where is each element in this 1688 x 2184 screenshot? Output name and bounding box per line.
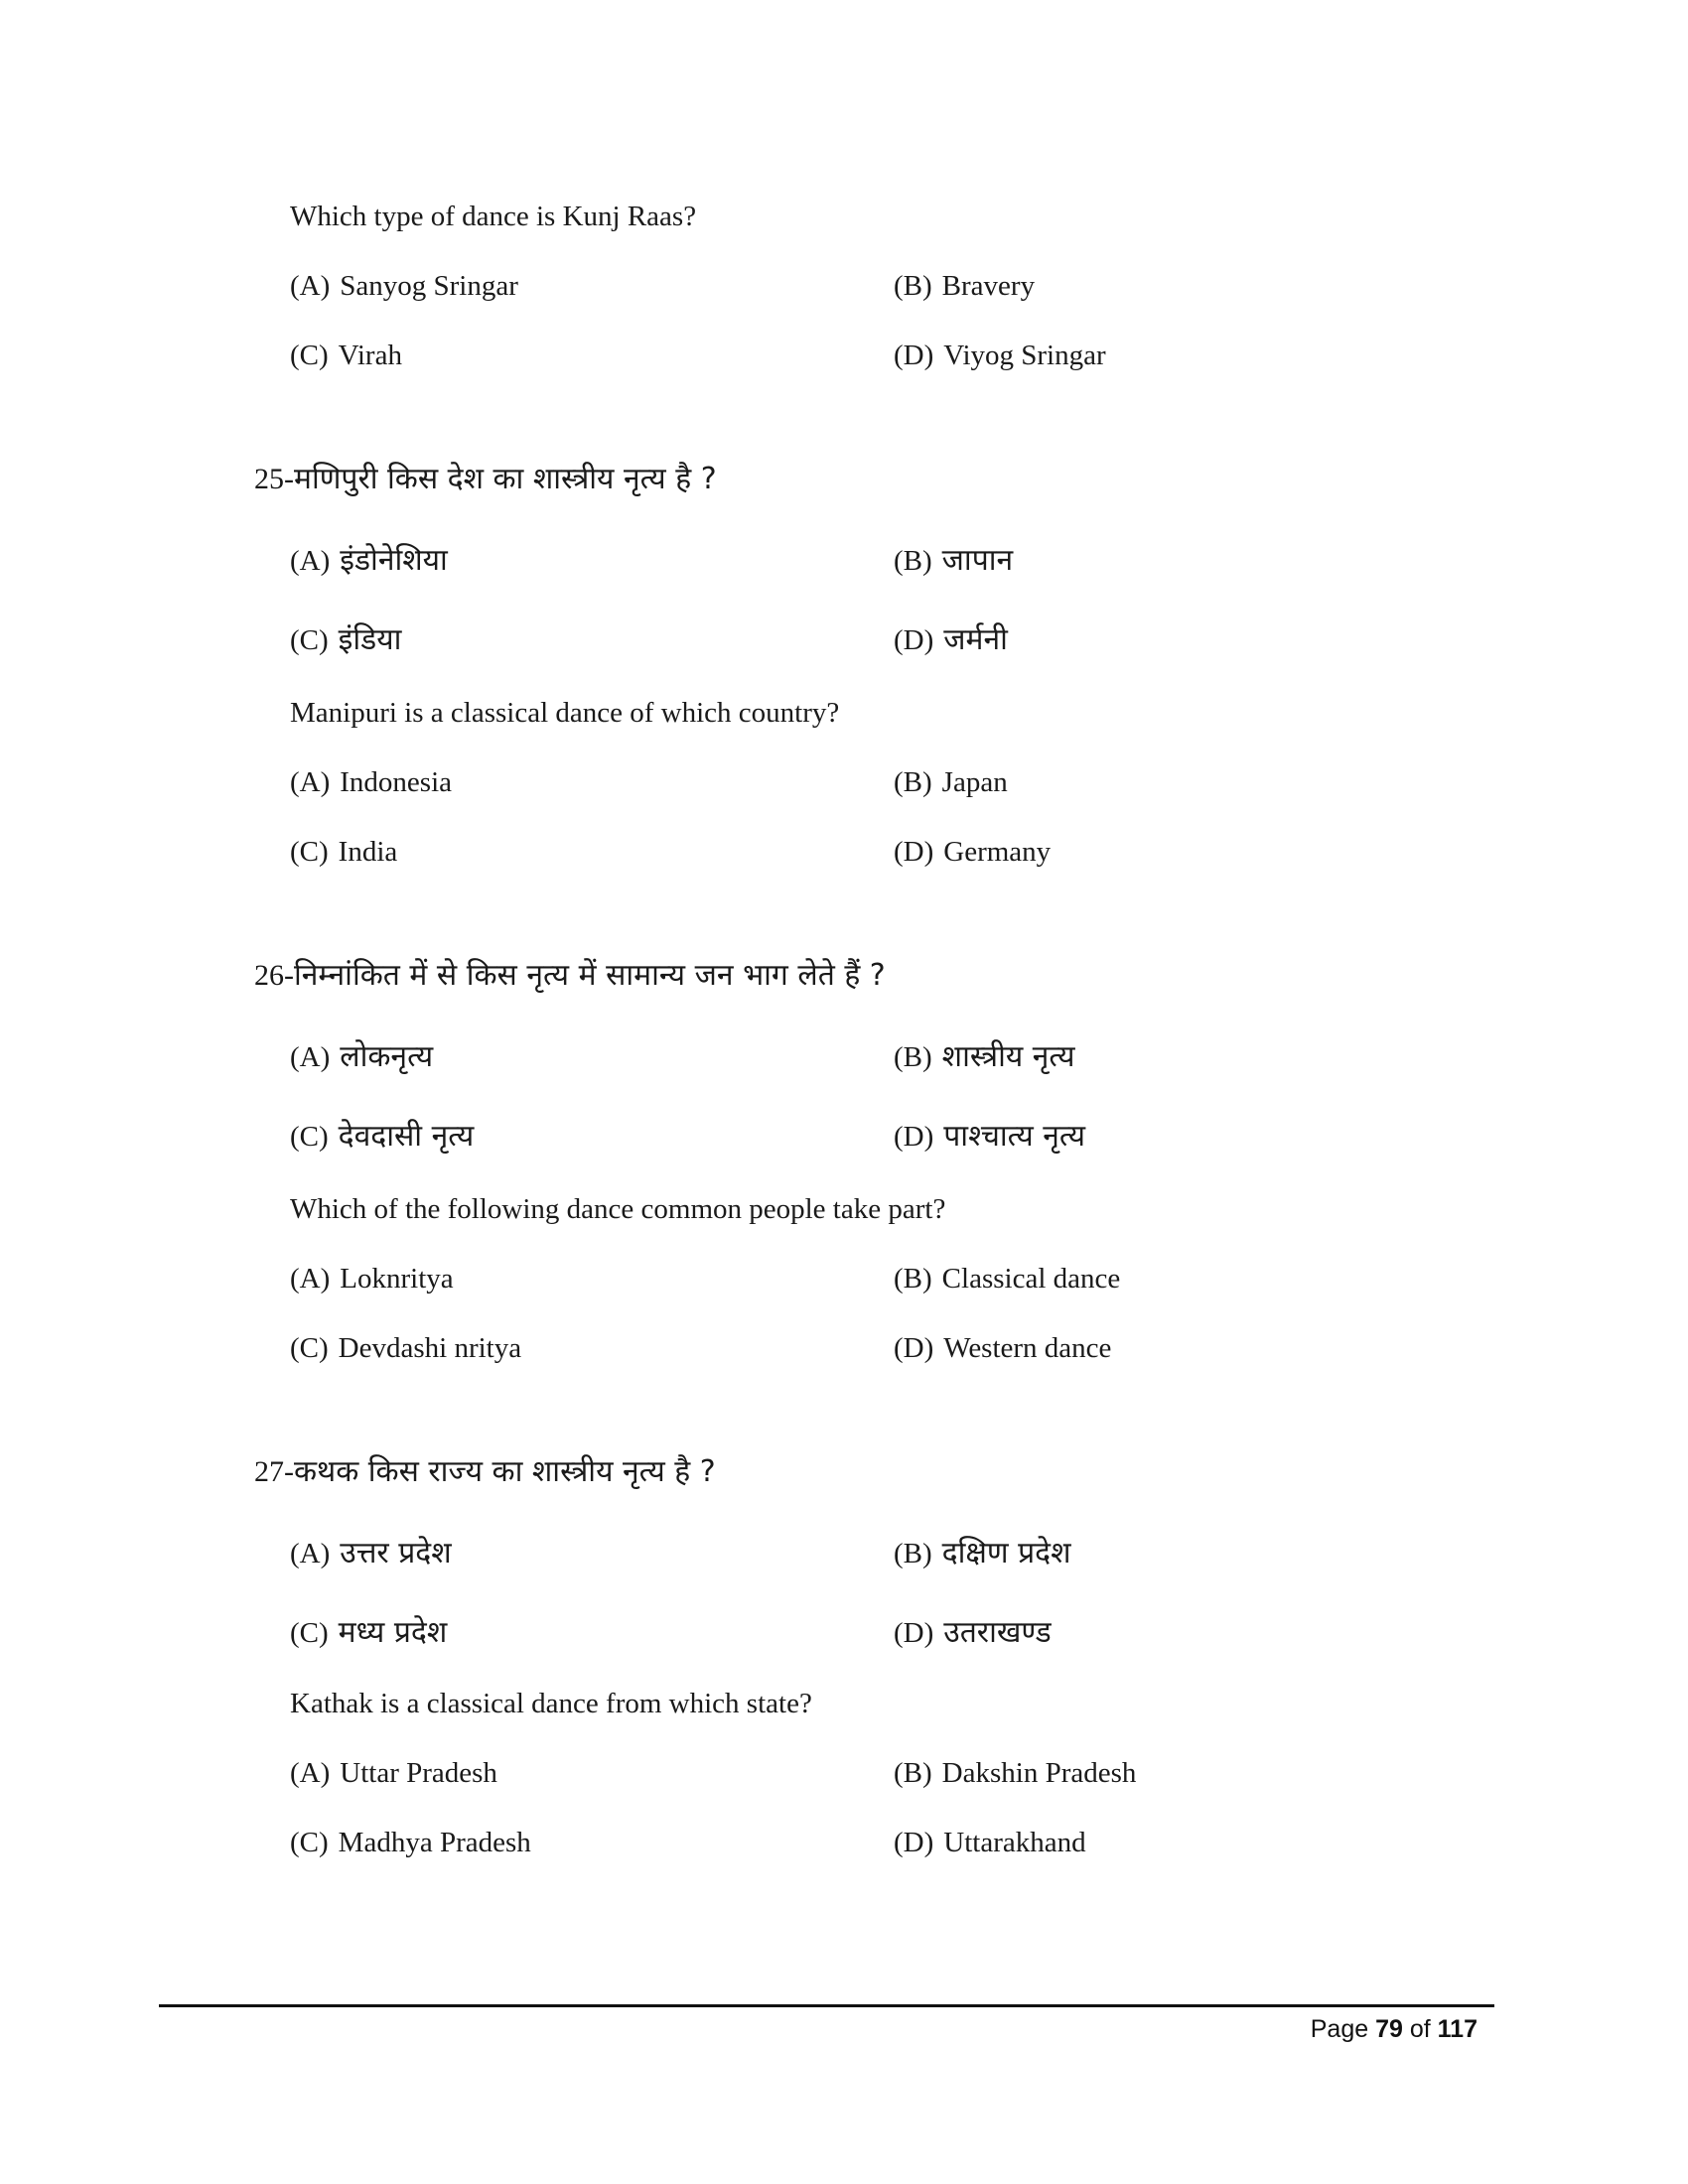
q27-question-en: Kathak is a classical dance from which state? bbox=[290, 1688, 812, 1719]
q25-option-d-hi: (D) जर्मनी bbox=[894, 622, 1008, 657]
q27-question-hi: 27-कथक किस राज्य का शास्त्रीय नृत्य है ? bbox=[254, 1454, 716, 1489]
q24-option-d-en: (D) Viyog Sringar bbox=[894, 340, 1106, 371]
q26-question-en: Which of the following dance common people take part? bbox=[290, 1193, 946, 1225]
q27-option-d-hi: (D) उतराखण्ड bbox=[894, 1615, 1052, 1650]
q27-option-c-en: (C) Madhya Pradesh bbox=[290, 1827, 531, 1858]
q26-option-b-hi: (B) शास्त्रीय नृत्य bbox=[894, 1039, 1075, 1074]
q27-option-b-en: (B) Dakshin Pradesh bbox=[894, 1757, 1137, 1789]
q24-question-en: Which type of dance is Kunj Raas? bbox=[290, 201, 697, 232]
q25-option-a-hi: (A) इंडोनेशिया bbox=[290, 543, 448, 578]
q24-option-b-en: (B) Bravery bbox=[894, 270, 1036, 302]
q27-option-b-hi: (B) दक्षिण प्रदेश bbox=[894, 1536, 1071, 1570]
q25-option-c-hi: (C) इंडिया bbox=[290, 622, 402, 657]
q26-option-d-hi: (D) पाश्चात्य नृत्य bbox=[894, 1119, 1086, 1154]
q26-option-c-hi: (C) देवदासी नृत्य bbox=[290, 1119, 475, 1154]
q26-option-d-en: (D) Western dance bbox=[894, 1332, 1112, 1364]
q24-option-a-en: (A) Sanyog Sringar bbox=[290, 270, 518, 302]
q26-option-b-en: (B) Classical dance bbox=[894, 1263, 1121, 1295]
q26-option-a-en: (A) Loknritya bbox=[290, 1263, 454, 1295]
q27-option-d-en: (D) Uttarakhand bbox=[894, 1827, 1086, 1858]
q25-question-hi: 25-मणिपुरी किस देश का शास्त्रीय नृत्य है ? bbox=[254, 462, 717, 496]
q25-option-a-en: (A) Indonesia bbox=[290, 766, 453, 798]
q25-question-en: Manipuri is a classical dance of which country? bbox=[290, 697, 840, 729]
q26-option-a-hi: (A) लोकनृत्य bbox=[290, 1039, 434, 1074]
q25-option-b-hi: (B) जापान bbox=[894, 543, 1014, 578]
q27-option-c-hi: (C) मध्य प्रदेश bbox=[290, 1615, 448, 1650]
q25-option-d-en: (D) Germany bbox=[894, 836, 1052, 868]
q26-question-hi: 26-निम्नांकित में से किस नृत्य में सामान्य जन भाग लेते हैं ? bbox=[254, 958, 886, 993]
q27-option-a-hi: (A) उत्तर प्रदेश bbox=[290, 1536, 452, 1570]
q25-option-b-en: (B) Japan bbox=[894, 766, 1008, 798]
q25-option-c-en: (C) India bbox=[290, 836, 398, 868]
q24-option-c-en: (C) Virah bbox=[290, 340, 402, 371]
q27-option-a-en: (A) Uttar Pradesh bbox=[290, 1757, 497, 1789]
page-number: Page 79 of 117 bbox=[1310, 2015, 1477, 2043]
q26-option-c-en: (C) Devdashi nritya bbox=[290, 1332, 522, 1364]
footer-rule bbox=[159, 2004, 1494, 2007]
